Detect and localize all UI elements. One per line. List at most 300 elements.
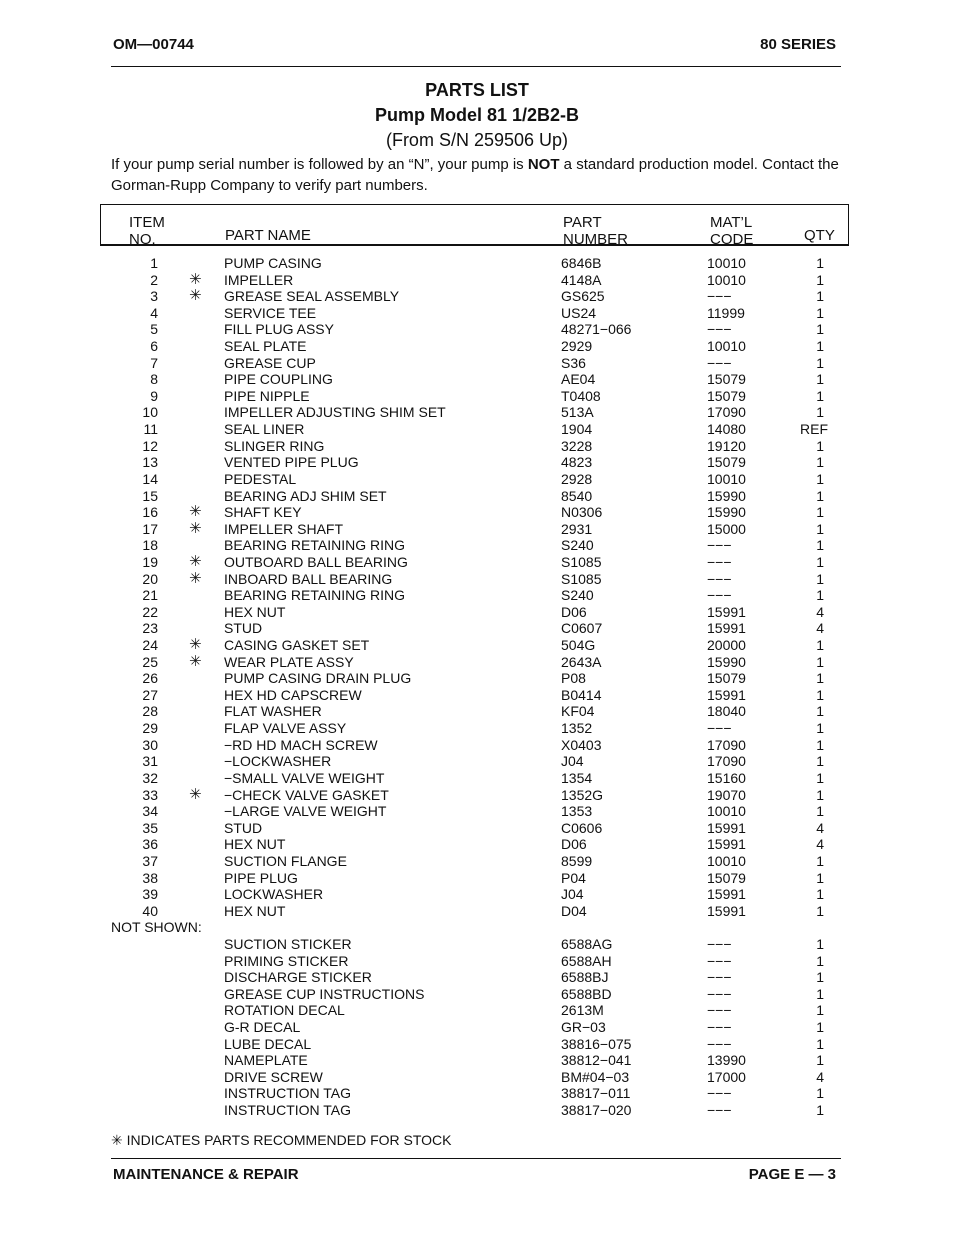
item-number: 27	[142, 686, 158, 703]
part-number: 2643A	[561, 653, 602, 670]
part-number: 6588BJ	[561, 969, 609, 986]
part-name: −LARGE VALVE WEIGHT	[224, 803, 387, 820]
table-row	[0, 355, 954, 372]
item-number: 24	[142, 637, 158, 654]
material-code: 19070	[707, 786, 746, 803]
table-row	[0, 521, 954, 538]
material-code: −−−	[707, 1102, 732, 1119]
part-name: PUMP CASING DRAIN PLUG	[224, 670, 412, 687]
table-row	[0, 388, 954, 405]
part-number: N0306	[561, 504, 603, 521]
header-rule	[111, 66, 841, 67]
part-number: BM#04−03	[561, 1068, 630, 1085]
item-number: 3	[150, 288, 158, 305]
part-name: FLAP VALVE ASSY	[224, 720, 347, 737]
table-row	[0, 504, 954, 521]
quantity: 1	[816, 935, 824, 952]
part-number: 1352G	[561, 786, 604, 803]
table-row	[0, 255, 954, 272]
part-number: GS625	[561, 288, 605, 305]
material-code: 15991	[707, 620, 746, 637]
table-row	[0, 554, 954, 571]
quantity: 1	[816, 371, 824, 388]
part-number: 38817−011	[561, 1085, 631, 1102]
material-code: 15079	[707, 454, 746, 471]
series-label: 80 SERIES	[760, 36, 836, 53]
part-name: OUTBOARD BALL BEARING	[224, 553, 408, 570]
table-row	[0, 720, 954, 737]
material-code: 17090	[707, 404, 746, 421]
table-row	[0, 321, 954, 338]
part-number: 1904	[561, 421, 593, 438]
col-item-header-line2: NO.	[129, 231, 156, 248]
part-number: B0414	[561, 686, 602, 703]
part-name: LOCKWASHER	[224, 886, 324, 903]
table-row	[0, 969, 954, 986]
part-number: D06	[561, 836, 587, 853]
quantity: 1	[816, 852, 824, 869]
part-name: SEAL PLATE	[224, 338, 307, 355]
table-row	[0, 1002, 954, 1019]
part-number: 6588AG	[561, 935, 613, 952]
part-number: 4148A	[561, 271, 602, 288]
item-number: 39	[142, 886, 158, 903]
item-number: 32	[142, 769, 158, 786]
table-row	[0, 703, 954, 720]
part-number: C0606	[561, 819, 603, 836]
item-number: 17	[142, 520, 158, 537]
quantity: 1	[816, 338, 824, 355]
item-number: 40	[142, 902, 158, 919]
part-name: PRIMING STICKER	[224, 952, 349, 969]
table-row	[0, 454, 954, 471]
material-code: −−−	[707, 537, 732, 554]
item-number: 21	[142, 587, 158, 604]
table-row	[0, 853, 954, 870]
item-number: 26	[142, 670, 158, 687]
item-number: 15	[142, 487, 158, 504]
item-number: 10	[142, 404, 158, 421]
table-row	[0, 787, 954, 804]
table-row	[0, 637, 954, 654]
material-code: −−−	[707, 1002, 732, 1019]
part-name: GREASE CUP INSTRUCTIONS	[224, 985, 425, 1002]
part-number: C0607	[561, 620, 603, 637]
material-code: −−−	[707, 321, 732, 338]
material-code: 15991	[707, 902, 746, 919]
part-name: INSTRUCTION TAG	[224, 1102, 352, 1119]
item-number: 25	[142, 653, 158, 670]
material-code: −−−	[707, 1019, 732, 1036]
item-number: 29	[142, 720, 158, 737]
material-code: −−−	[707, 587, 732, 604]
part-name: SERVICE TEE	[224, 304, 317, 321]
part-number: 2929	[561, 338, 593, 355]
material-code: −−−	[707, 1035, 732, 1052]
part-number: J04	[561, 753, 584, 770]
table-row	[0, 571, 954, 588]
quantity: 1	[816, 288, 824, 305]
material-code: 18040	[707, 703, 746, 720]
material-code: 13990	[707, 1052, 746, 1069]
material-code: 17090	[707, 753, 746, 770]
part-number: US24	[561, 304, 597, 321]
part-name: BEARING RETAINING RING	[224, 537, 405, 554]
item-number: 23	[142, 620, 158, 637]
section-footer: MAINTENANCE & REPAIR	[113, 1166, 299, 1183]
material-code: 14080	[707, 421, 746, 438]
item-number: 33	[142, 786, 158, 803]
quantity: 4	[816, 603, 824, 620]
quantity: 1	[816, 753, 824, 770]
col-item-header-line1: ITEM	[129, 214, 165, 231]
intro-text-bold: NOT	[527, 156, 560, 173]
part-number: 1353	[561, 803, 593, 820]
material-code: −−−	[707, 288, 732, 305]
quantity: 1	[816, 985, 824, 1002]
part-name: CASING GASKET SET	[224, 637, 370, 654]
quantity: 1	[816, 1002, 824, 1019]
quantity: 1	[816, 653, 824, 670]
quantity: 1	[816, 504, 824, 521]
stock-asterisk-icon: ✳	[189, 503, 202, 521]
quantity: 1	[816, 1035, 824, 1052]
material-code: 15000	[707, 520, 746, 537]
part-name: IMPELLER ADJUSTING SHIM SET	[224, 404, 446, 421]
item-number: 36	[142, 836, 158, 853]
part-name: WEAR PLATE ASSY	[224, 653, 354, 670]
part-name: SLINGER RING	[224, 437, 325, 454]
table-row	[0, 1036, 954, 1053]
table-row	[0, 770, 954, 787]
part-name: G-R DECAL	[224, 1019, 301, 1036]
part-name: BEARING ADJ SHIM SET	[224, 487, 387, 504]
part-number: S1085	[561, 570, 602, 587]
part-name: DISCHARGE STICKER	[224, 969, 372, 986]
table-row	[0, 737, 954, 754]
quantity: 1	[816, 470, 824, 487]
quantity: 1	[816, 587, 824, 604]
part-number: 1354	[561, 769, 593, 786]
part-name: HEX NUT	[224, 902, 286, 919]
part-name: HEX HD CAPSCREW	[224, 686, 362, 703]
item-number: 18	[142, 537, 158, 554]
col-material-header	[710, 214, 753, 248]
stock-asterisk-icon: ✳	[189, 552, 202, 570]
quantity: 1	[816, 886, 824, 903]
col-material-header-line2: CODE	[710, 231, 754, 248]
material-code: −−−	[707, 969, 732, 986]
part-name: GREASE CUP	[224, 354, 316, 371]
part-name: STUD	[224, 620, 263, 637]
table-row	[0, 886, 954, 903]
intro-text-before: If your pump serial number is followed by an “N”, your pump is	[111, 156, 528, 173]
part-number: P08	[561, 670, 586, 687]
material-code: −−−	[707, 570, 732, 587]
part-number: 3228	[561, 437, 593, 454]
quantity: 1	[816, 952, 824, 969]
material-code: 15990	[707, 653, 746, 670]
part-name: −LOCKWASHER	[224, 753, 332, 770]
material-code: 15991	[707, 836, 746, 853]
col-part-number-header-line2: NUMBER	[563, 231, 629, 248]
part-number: 1352	[561, 720, 593, 737]
col-item-header	[129, 214, 165, 248]
material-code: 15991	[707, 603, 746, 620]
part-name: PIPE PLUG	[224, 869, 298, 886]
material-code: 15990	[707, 504, 746, 521]
page-title: PARTS LIST	[425, 80, 529, 100]
material-code: 19120	[707, 437, 746, 454]
part-number: 8599	[561, 852, 593, 869]
table-row	[0, 421, 954, 438]
material-code: 15079	[707, 387, 746, 404]
material-code: 17000	[707, 1068, 746, 1085]
part-name: SHAFT KEY	[224, 504, 302, 521]
part-name: FLAT WASHER	[224, 703, 322, 720]
item-number: 6	[150, 338, 158, 355]
col-part-number-header-line1: PART	[563, 214, 602, 231]
not-shown-section	[0, 919, 954, 936]
material-code: 11999	[707, 304, 745, 321]
part-name: INSTRUCTION TAG	[224, 1085, 352, 1102]
item-number: 12	[142, 437, 158, 454]
part-number: KF04	[561, 703, 595, 720]
part-name: STUD	[224, 819, 263, 836]
part-name: NAMEPLATE	[224, 1052, 308, 1069]
part-number: D04	[561, 902, 587, 919]
material-code: −−−	[707, 354, 732, 371]
col-part-number-header	[563, 214, 628, 248]
part-number: P04	[561, 869, 586, 886]
material-code: 10010	[707, 271, 746, 288]
item-number: 28	[142, 703, 158, 720]
part-name: −CHECK VALVE GASKET	[224, 786, 389, 803]
table-row	[0, 371, 954, 388]
table-row	[0, 1069, 954, 1086]
part-number: 6588AH	[561, 952, 612, 969]
part-number: GR−03	[561, 1019, 606, 1036]
quantity: 1	[816, 902, 824, 919]
table-row	[0, 936, 954, 953]
table-row	[0, 953, 954, 970]
item-number: 34	[142, 803, 158, 820]
quantity: 1	[816, 1019, 824, 1036]
part-number: 2613M	[561, 1002, 604, 1019]
part-name: HEX NUT	[224, 836, 286, 853]
material-code: 15079	[707, 670, 746, 687]
table-row	[0, 820, 954, 837]
item-number: 20	[142, 570, 158, 587]
stock-asterisk-icon: ✳	[189, 569, 202, 587]
part-name: VENTED PIPE PLUG	[224, 454, 359, 471]
material-code: −−−	[707, 553, 732, 570]
table-row	[0, 471, 954, 488]
part-number: 38812−041	[561, 1052, 632, 1069]
part-name: SUCTION FLANGE	[224, 852, 347, 869]
intro-paragraph	[111, 154, 851, 196]
item-number: 22	[142, 603, 158, 620]
pump-model-title: Pump Model 81 1/2B2-B	[374, 105, 580, 125]
item-number: 37	[142, 852, 158, 869]
quantity: 1	[816, 1102, 824, 1119]
table-row	[0, 404, 954, 421]
item-number: 1	[150, 255, 158, 271]
table-row	[0, 587, 954, 604]
table-row	[0, 803, 954, 820]
intro-text-after: a standard production model. Contact the Gorman-Rupp Company to verify part numbers.	[111, 156, 839, 194]
table-row	[0, 604, 954, 621]
table-row	[0, 537, 954, 554]
quantity: 1	[816, 570, 824, 587]
quantity: 1	[816, 720, 824, 737]
col-part-name-header: PART NAME	[225, 227, 311, 244]
part-name: BEARING RETAINING RING	[224, 587, 405, 604]
quantity: 1	[816, 537, 824, 554]
material-code: 10010	[707, 338, 746, 355]
footer-rule	[111, 1158, 841, 1159]
part-number: S1085	[561, 553, 602, 570]
material-code: −−−	[707, 985, 732, 1002]
quantity: 1	[816, 803, 824, 820]
not-shown-label: NOT SHOWN:	[111, 919, 202, 936]
stock-asterisk-icon: ✳	[189, 287, 202, 305]
material-code: 15079	[707, 869, 746, 886]
material-code: 10010	[707, 852, 746, 869]
table-row	[0, 1085, 954, 1102]
part-name: FILL PLUG ASSY	[224, 321, 334, 338]
part-number: J04	[561, 886, 584, 903]
material-code: 15079	[707, 371, 746, 388]
parts-table-body	[0, 255, 954, 1119]
part-number: 48271−066	[561, 321, 632, 338]
quantity: 1	[816, 670, 824, 687]
material-code: −−−	[707, 952, 732, 969]
material-code: 15991	[707, 886, 746, 903]
quantity: 1	[816, 686, 824, 703]
stock-asterisk-icon: ✳	[189, 785, 202, 803]
table-row	[0, 654, 954, 671]
part-number: T0408	[561, 387, 601, 404]
material-code: 15991	[707, 686, 746, 703]
table-row	[0, 488, 954, 505]
quantity: 1	[816, 437, 824, 454]
part-name: GREASE SEAL ASSEMBLY	[224, 288, 400, 305]
quantity: 1	[816, 869, 824, 886]
part-number: S36	[561, 354, 586, 371]
part-name: PIPE COUPLING	[224, 371, 333, 388]
item-number: 13	[142, 454, 158, 471]
part-name: −SMALL VALVE WEIGHT	[224, 769, 385, 786]
table-row	[0, 438, 954, 455]
quantity: 4	[816, 836, 824, 853]
material-code: 17090	[707, 736, 746, 753]
material-code: 15160	[707, 769, 746, 786]
quantity: 1	[816, 304, 824, 321]
table-row	[0, 1019, 954, 1036]
table-row	[0, 305, 954, 322]
page-number: PAGE E — 3	[748, 1166, 836, 1183]
table-row	[0, 903, 954, 920]
table-row	[0, 272, 954, 289]
document-number: OM—00744	[113, 36, 194, 53]
part-number: 38817−020	[561, 1102, 632, 1119]
item-number: 14	[142, 470, 158, 487]
part-number: 513A	[561, 404, 594, 421]
part-number: D06	[561, 603, 587, 620]
material-code: 10010	[707, 470, 746, 487]
table-header	[100, 204, 849, 246]
quantity: 1	[816, 487, 824, 504]
item-number: 9	[150, 387, 158, 404]
stock-asterisk-icon: ✳	[189, 636, 202, 654]
part-name: SUCTION STICKER	[224, 935, 352, 952]
part-name: ROTATION DECAL	[224, 1002, 345, 1019]
quantity: 1	[816, 969, 824, 986]
part-number: 4823	[561, 454, 593, 471]
part-number: 8540	[561, 487, 593, 504]
quantity: 1	[816, 786, 824, 803]
part-number: 6846B	[561, 255, 602, 271]
table-row	[0, 836, 954, 853]
item-number: 38	[142, 869, 158, 886]
quantity: 1	[816, 520, 824, 537]
stock-asterisk-icon: ✳	[189, 652, 202, 670]
col-qty-header: QTY	[804, 227, 835, 244]
quantity: 1	[816, 637, 824, 654]
item-number: 2	[150, 271, 158, 288]
part-number: 504G	[561, 637, 596, 654]
item-number: 5	[150, 321, 158, 338]
part-name: IMPELLER SHAFT	[224, 520, 344, 537]
quantity: 4	[816, 620, 824, 637]
material-code: 10010	[707, 803, 746, 820]
quantity: 1	[816, 271, 824, 288]
table-row	[0, 870, 954, 887]
material-code: 15990	[707, 487, 746, 504]
stock-asterisk-icon: ✳	[189, 519, 202, 537]
quantity: 1	[816, 736, 824, 753]
material-code: −−−	[707, 720, 732, 737]
quantity: 1	[816, 387, 824, 404]
part-number: 2931	[561, 520, 593, 537]
item-number: 16	[142, 504, 158, 521]
part-number: S240	[561, 587, 594, 604]
part-name: SEAL LINER	[224, 421, 305, 438]
material-code: −−−	[707, 1085, 732, 1102]
part-name: IMPELLER	[224, 271, 294, 288]
item-number: 11	[143, 421, 158, 438]
quantity: 1	[816, 1052, 824, 1069]
quantity: 1	[816, 255, 824, 271]
material-code: 20000	[707, 637, 746, 654]
quantity: 1	[816, 703, 824, 720]
item-number: 7	[150, 354, 158, 371]
part-number: S240	[561, 537, 594, 554]
table-row	[0, 753, 954, 770]
quantity: 1	[816, 454, 824, 471]
part-name: PIPE NIPPLE	[224, 387, 310, 404]
table-row	[0, 1052, 954, 1069]
part-name: DRIVE SCREW	[224, 1068, 323, 1085]
material-code: −−−	[707, 935, 732, 952]
table-row	[0, 986, 954, 1003]
col-material-header-line1: MAT’L	[710, 214, 753, 231]
part-number: 6588BD	[561, 985, 612, 1002]
material-code: 10010	[707, 255, 746, 271]
item-number: 31	[142, 753, 158, 770]
quantity: REF	[800, 421, 828, 438]
